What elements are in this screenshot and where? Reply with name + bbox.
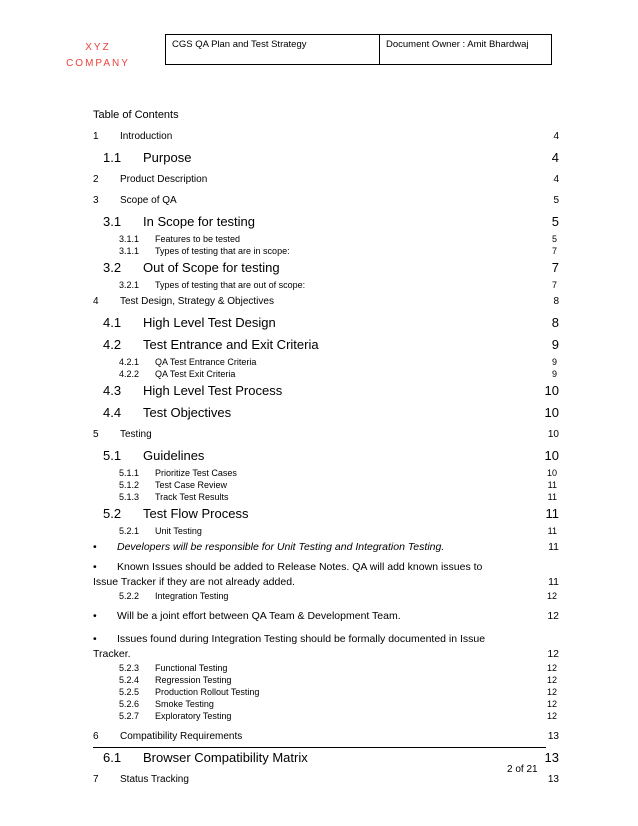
- toc-entry-number: 5.1.1: [119, 468, 140, 478]
- toc-entry-label: QA Test Entrance Criteria: [155, 357, 257, 367]
- toc-entry[interactable]: [93, 525, 557, 537]
- toc-entry-number: 5.2.1: [119, 526, 140, 536]
- toc-entry-label: High Level Test Design: [143, 315, 276, 330]
- toc-entry-page: 5: [551, 234, 557, 244]
- toc-entry-page: 10: [544, 383, 559, 398]
- toc-entry-page: 10: [544, 405, 559, 420]
- toc-entry-number: 3.1.1: [119, 246, 140, 256]
- toc-entry-label: Production Rollout Testing: [155, 687, 260, 697]
- toc-entry-page: 12: [546, 699, 557, 709]
- toc-entry-page: 10: [544, 448, 559, 463]
- logo-line-2: COMPANY: [66, 58, 130, 69]
- toc-entry[interactable]: [93, 467, 557, 479]
- toc-entry[interactable]: [93, 190, 559, 211]
- doc-title-cell: CGS QA Plan and Test Strategy: [166, 35, 380, 65]
- toc-entry-label: Status Tracking: [120, 774, 189, 785]
- toc-entry-page: 12: [546, 591, 557, 601]
- toc-entry-page: 4: [553, 131, 559, 142]
- toc-entry-label: Smoke Testing: [155, 699, 214, 709]
- toc-entry-number: 3.2.1: [119, 280, 140, 290]
- toc-entry-label: Out of Scope for testing: [143, 260, 280, 275]
- toc-entry-number: 6: [93, 731, 99, 742]
- toc-entry-page: 12: [547, 648, 559, 660]
- toc-entry-number: 3: [93, 195, 99, 206]
- company-logo: [62, 40, 134, 72]
- toc-entry-number: 5.2.4: [119, 675, 140, 685]
- toc-entry-page: 5: [551, 214, 559, 229]
- toc-entry[interactable]: [93, 747, 559, 769]
- toc-entry-label: Functional Testing: [155, 663, 228, 673]
- toc-entry-number: 5.2.3: [119, 663, 140, 673]
- toc-entry[interactable]: [93, 402, 559, 424]
- toc-entry-number: 5.1: [103, 448, 122, 463]
- toc-entry-page: 12: [546, 711, 557, 721]
- toc-entry[interactable]: [93, 291, 559, 312]
- toc-entry-label: Test Design, Strategy & Objectives: [120, 296, 274, 307]
- doc-owner-cell: Document Owner : Amit Bhardwaj: [380, 35, 552, 65]
- toc-entry-number: 4.2: [103, 337, 122, 352]
- toc-entry-page: 10: [547, 429, 559, 440]
- toc-entry-label: Types of testing that are in scope:: [155, 246, 290, 256]
- toc-entry-page: 12: [546, 687, 557, 697]
- toc-entry-number: 1: [93, 131, 99, 142]
- page-number: 2 of 21: [507, 764, 538, 775]
- toc-entry-label: Product Description: [120, 174, 208, 185]
- toc-entry[interactable]: [93, 334, 559, 356]
- toc-entry-page: 12: [547, 610, 559, 622]
- toc-entry[interactable]: [93, 726, 559, 747]
- toc-entry-label: Introduction: [120, 131, 173, 142]
- toc-entry-number: 3.1.1: [119, 234, 140, 244]
- toc-entry-label-line2: Issue Tracker if they are not already added.: [93, 576, 295, 588]
- toc-entry-number: 4.3: [103, 383, 122, 398]
- toc-entry[interactable]: [93, 356, 557, 368]
- toc-entry-label: High Level Test Process: [143, 383, 283, 398]
- toc-entry-label: Types of testing that are out of scope:: [155, 280, 306, 290]
- toc-entry-page: 13: [547, 774, 559, 785]
- toc-entry-label: Purpose: [143, 150, 192, 165]
- toc-entry[interactable]: [93, 632, 559, 662]
- toc-entry-page: 10: [546, 468, 557, 478]
- toc-entry[interactable]: [93, 769, 559, 790]
- toc-entry-page: 11: [548, 576, 559, 588]
- toc-entry[interactable]: [93, 257, 559, 279]
- toc-entry-page: 13: [544, 750, 559, 765]
- header-table: [165, 34, 552, 65]
- toc-entry-number: 5.2.2: [119, 591, 140, 601]
- toc-entry-page: 4: [551, 150, 559, 165]
- toc-entry-number: 4.1: [103, 315, 122, 330]
- toc-entry-number: 5.1.2: [119, 480, 140, 490]
- toc-title: Table of Contents: [93, 109, 179, 121]
- toc-entry-label: Test Entrance and Exit Criteria: [143, 337, 319, 352]
- toc-entry[interactable]: [93, 537, 559, 557]
- toc-entry-page: 11: [547, 492, 557, 502]
- toc-entry-page: 12: [546, 675, 557, 685]
- toc-entry[interactable]: [93, 710, 557, 722]
- toc-entry-label: Test Flow Process: [143, 506, 249, 521]
- toc-entry-number: 4.4: [103, 405, 122, 420]
- footer-divider: [93, 747, 546, 748]
- toc-entry-page: 8: [553, 296, 559, 307]
- toc-entry[interactable]: [93, 424, 559, 445]
- toc-entry[interactable]: [93, 674, 557, 686]
- toc-entry-label: Unit Testing: [155, 526, 202, 536]
- bullet-icon: •: [93, 610, 97, 622]
- toc-entry-page: 7: [551, 280, 557, 290]
- toc-entry[interactable]: [93, 368, 557, 380]
- toc-entry-label: Developers will be responsible for Unit Testing and Integration Testing.: [117, 541, 445, 553]
- toc-entry-number: 5.2.6: [119, 699, 140, 709]
- toc-entry[interactable]: [93, 560, 559, 590]
- toc-entry[interactable]: [93, 147, 559, 169]
- bullet-icon: •: [93, 541, 97, 553]
- toc-entry-label-line1: Issues found during Integration Testing should be formally documented in Issue: [117, 633, 486, 645]
- toc-entry-page: 9: [551, 337, 559, 352]
- toc-entry-label: Guidelines: [143, 448, 205, 463]
- bullet-icon: •: [93, 561, 97, 573]
- logo-line-1: XYZ: [85, 42, 111, 53]
- toc-entry[interactable]: [93, 245, 557, 257]
- toc-entry[interactable]: [93, 503, 559, 525]
- toc-entry-number: 4: [93, 296, 99, 307]
- toc-entry[interactable]: [93, 126, 559, 147]
- toc-entry-number: 4.2.1: [119, 357, 140, 367]
- toc-entry[interactable]: [93, 698, 557, 710]
- toc-entry[interactable]: [93, 279, 557, 291]
- toc-entry-label: QA Test Exit Criteria: [155, 369, 236, 379]
- toc-entry-number: 5.2.5: [119, 687, 140, 697]
- toc-entry-number: 5.2.7: [119, 711, 140, 721]
- toc-entry[interactable]: [93, 479, 557, 491]
- toc-entry-number: 2: [93, 174, 99, 185]
- toc-entry-number: 4.2.2: [119, 369, 140, 379]
- toc-entry[interactable]: [93, 590, 557, 602]
- toc-entry-page: 13: [547, 731, 559, 742]
- toc-entry-number: 7: [93, 774, 99, 785]
- toc-entry-label: Features to be tested: [155, 234, 241, 244]
- toc-entry-page: 11: [547, 480, 557, 490]
- toc-entry-number: 3.1: [103, 214, 122, 229]
- toc-entry-page: 5: [553, 195, 559, 206]
- toc-entry[interactable]: [93, 662, 557, 674]
- toc-entry-page: 4: [553, 174, 559, 185]
- toc-entry-page: 7: [551, 260, 559, 275]
- toc-entry-number: 5.1.3: [119, 492, 140, 502]
- toc-entry[interactable]: [93, 169, 559, 190]
- toc-entry[interactable]: [93, 233, 557, 245]
- toc-entry-label: In Scope for testing: [143, 214, 256, 229]
- toc-entry-label: Integration Testing: [155, 591, 229, 601]
- toc-entry-page: 8: [551, 315, 559, 330]
- toc-entry-page: 12: [546, 663, 557, 673]
- toc-entry-page: 9: [551, 357, 557, 367]
- toc-entry-label: Browser Compatibility Matrix: [143, 750, 308, 765]
- toc-entry-label: Scope of QA: [120, 195, 177, 206]
- toc-entry-number: 5: [93, 429, 99, 440]
- toc-entry-label-line2: Tracker.: [93, 648, 131, 660]
- toc-entry-number: 6.1: [103, 750, 122, 765]
- toc-entry[interactable]: [93, 491, 557, 503]
- toc-entry[interactable]: [93, 686, 557, 698]
- toc-entry[interactable]: [93, 312, 559, 334]
- toc-entry[interactable]: [93, 380, 559, 402]
- toc-entry-label: Test Case Review: [155, 480, 228, 490]
- toc-entry-page: 9: [551, 369, 557, 379]
- toc-entry-number: 5.2: [103, 506, 122, 521]
- toc-entry-label: Testing: [120, 429, 152, 440]
- toc-entry-number: 3.2: [103, 260, 122, 275]
- toc-entry-label: Track Test Results: [155, 492, 229, 502]
- bullet-icon: •: [93, 633, 97, 645]
- table-of-contents: [93, 126, 559, 790]
- toc-entry-label: Regression Testing: [155, 675, 232, 685]
- toc-entry-page: 11: [548, 541, 559, 553]
- toc-entry-label: Prioritize Test Cases: [155, 468, 237, 478]
- toc-entry-page: 11: [547, 526, 557, 536]
- toc-entry[interactable]: [93, 606, 559, 626]
- toc-entry-label: Exploratory Testing: [155, 711, 232, 721]
- toc-entry-number: 1.1: [103, 150, 122, 165]
- toc-entry-label: Test Objectives: [143, 405, 232, 420]
- toc-entry[interactable]: [93, 445, 559, 467]
- toc-entry-label-line1: Known Issues should be added to Release Notes. QA will add known issues to: [117, 561, 483, 573]
- toc-entry-label: Compatibility Requirements: [120, 731, 243, 742]
- toc-entry-page: 7: [551, 246, 557, 256]
- toc-entry[interactable]: [93, 211, 559, 233]
- toc-entry-page: 11: [545, 506, 559, 521]
- toc-entry-label: Will be a joint effort between QA Team & Development Team.: [117, 610, 401, 622]
